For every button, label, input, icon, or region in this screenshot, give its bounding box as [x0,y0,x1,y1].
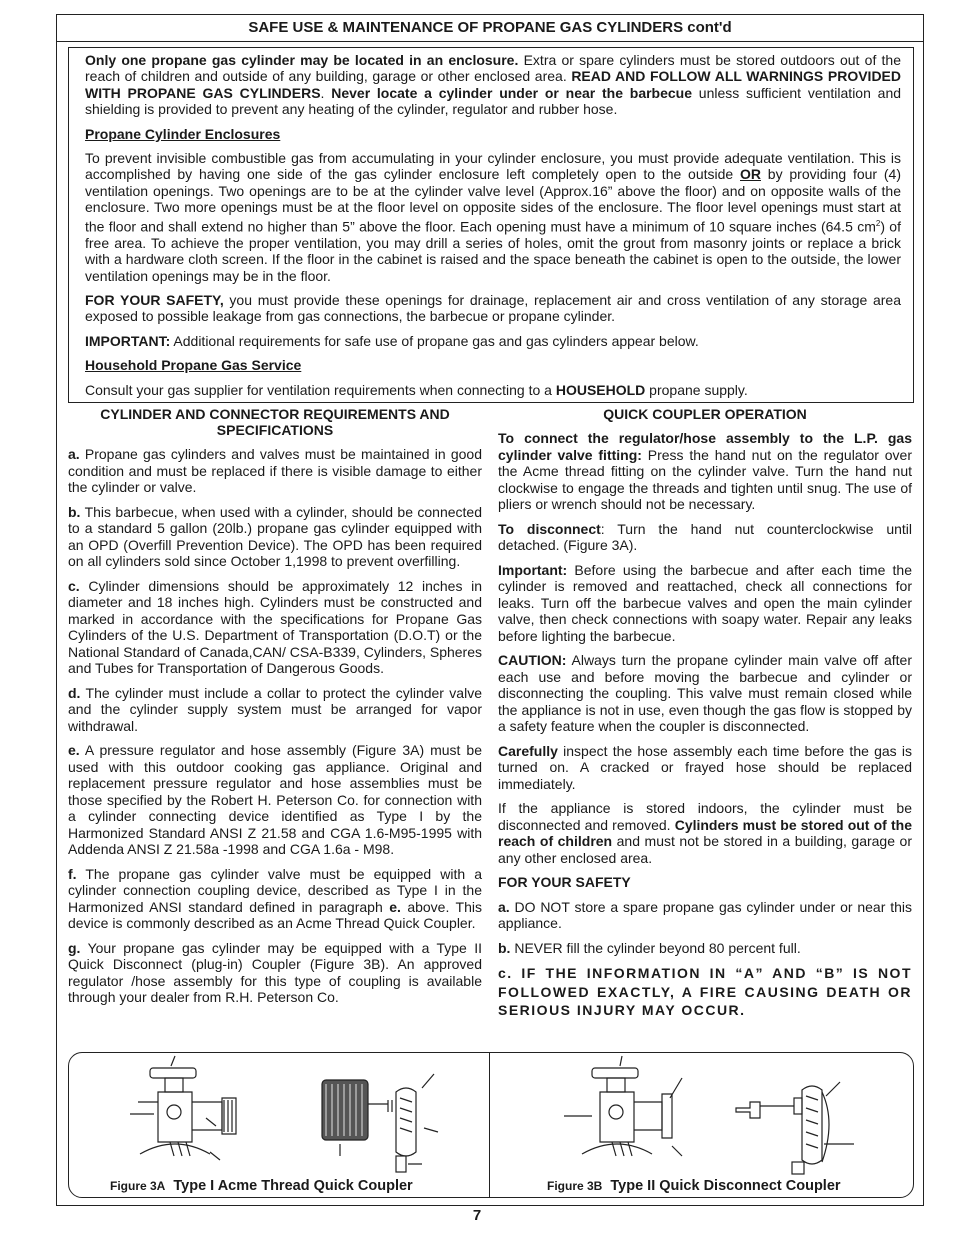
requirement-f: f. The propane gas cylinder valve must be equipped with a cylinder connection coupling device, described as Type I in the Harmonized ANSI standard defined in paragraph e. above. This device is commonly described as an Acme Thread Quick Coupler. [68,865,482,931]
page-title: SAFE USE & MAINTENANCE OF PROPANE GAS CYLINDERS cont'd [56,14,924,42]
coupler-heading: QUICK COUPLER OPERATION [603,406,807,422]
figure-3a-regulator-illustration [300,1068,450,1178]
figure-3b-regulator-illustration [730,1068,880,1178]
enclosure-warning-paragraph: Only one propane gas cylinder may be located in an enclosure. Extra or spare cylinders must be stored outdoors out of the reach of children and outside of any building, garage or other enclosed area. READ AND FOLLOW ALL WARNINGS PROVIDED WITH PROPANE GAS CYLINDERS. Never locate a cylinder under or near the barbecue unless sufficient ventilation and shielding is provided to prevent any heating of the cylinder, regulator and rubber hose. [85,52,902,118]
page-number: 7 [472,1207,482,1224]
figure-3b-title: Type II Quick Disconnect Coupler [610,1178,841,1194]
requirement-g: g. Your propane gas cylinder may be equipped with a Type II Quick Disconnect (plug-in) Coupler (Figure 3B). An approved regulator /hose assembly for this type of coupling is available through your dealer from R.H. Peterson Co. [68,939,482,1005]
important-paragraph: IMPORTANT: Additional requirements for safe use of propane gas and gas cylinders appear below. [85,332,699,349]
figure-3a-number: Figure 3A [110,1179,166,1193]
figure-3a-valve-illustration [120,1054,250,1174]
safety-c-warning: c. IF THE INFORMATION IN “A” AND “B” IS NOT FOLLOWED EXACTLY, A FIRE CAUSING DEATH OR SERIOUS INJURY MAY OCCUR. [498,965,912,1018]
requirement-c: c. Cylinder dimensions should be approximately 12 inches in diameter and 18 inches high. Cylinders must be constructed and marked in accordance with the specifications for Propane Gas Cylinders of the U.S. Department of Transportation (D.O.T) or the National Standard of Canada,CAN/ CSA-B339, Cylinders, Spheres and Tubes for Transportation of Dangerous Goods. [68,577,482,676]
indoor-storage-paragraph: If the appliance is stored indoors, the cylinder must be disconnected and removed. Cylinders must be stored out of the reach of children and must not be stored in a building, garage or any other enclosed area. [498,800,912,866]
requirement-b: b. This barbecue, when used with a cylinder, should be connected to a standard 5 gallon (20lb.) propane gas cylinder equipped with an OPD (Overfill Prevention Device). The OPD has been required on all cylinders sold since October 1,1998 to prevent overfilling. [68,503,482,569]
requirements-heading: CYLINDER AND CONNECTOR REQUIREMENTS AND SPECIFICATIONS [100,406,450,438]
inspect-hose-paragraph: Carefully inspect the hose assembly each time before the gas is turned on. A cracked or frayed hose should be replaced immediately. [498,742,912,792]
safety-paragraph: FOR YOUR SAFETY, you must provide these openings for drainage, replacement air and cross ventilation of any storage area exposed to possible leakage from gas connections, the barbecue or propane cylinder. [85,291,901,325]
figure-3b-valve-illustration [552,1054,692,1174]
requirement-a: a. Propane gas cylinders and valves must be maintained in good condition and must be replaced if there is visible damage to either the cylinder or valve. [68,446,482,495]
figures-divider [489,1052,490,1198]
enclosures-heading: Propane Cylinder Enclosures [85,125,281,142]
enclosure-notice-box [68,47,914,403]
for-your-safety-heading: FOR YOUR SAFETY [498,874,631,890]
safety-b: b. NEVER fill the cylinder beyond 80 percent full. [498,939,801,956]
caution-paragraph: CAUTION: Always turn the propane cylinder main valve off after each use and before moving the barbecue and cylinder or disconnecting the coupling. This valve must remain closed while the appliance is not in use, even though the gas flow is stopped by a safety feature when the coupler is disconnected. [498,652,912,734]
enclosures-paragraph: To prevent invisible combustible gas from accumulating in your cylinder enclosure, you must provide adequate ventilation. This is accomplished by having one side of the gas cylinder enclosure left completely open to the outside OR by providing four (4) ventilation openings. Two openings are to be at the cylinder valve level (Approx.16” above the floor) and on opposite walls of the enclosure. Two more openings must be at the floor level on opposite sides of the enclosure. The floor level openings must start at the floor and shall extend no higher than 5” above the floor. Each opening must have a minimum of 10 square inches (64.5 $cm^2$) of free area. To achieve the proper ventilation, you may drill a series of holes, omit the grout from masonry joints or replace a brick with a hardware cloth screen. If the floor in the cabinet is raised and the space beneath the cabinet is open to the outside, the lower ventilation openings may be in the floor. [85,150,901,284]
household-paragraph: Consult your gas supplier for ventilation requirements when connecting to a HOUSEHOLD propane supply. [85,381,748,398]
figure-3a-caption [110,1178,413,1194]
requirement-e: e. A pressure regulator and hose assembly (Figure 3A) must be used with this outdoor cooking gas appliance. Original and replacement pressure regulator and hose assemblies must be those specified by the Robert H. Peterson Co. for connection with a cylinder connecting device identified as Type I by the Harmonized Standard ANSI Z 21.58 and CGA 1.6-M95-1995 with Addenda ANSI Z 21.58a -1998 and CGA 1.6a - M98. [68,742,482,857]
requirement-d: d. The cylinder must include a collar to protect the cylinder valve and the cylinder supply system must be arranged for vapor withdrawal. [68,684,482,734]
coupler-operation-column [498,406,912,1028]
figure-3a-title: Type I Acme Thread Quick Coupler [173,1178,413,1194]
important-check-paragraph: Important: Before using the barbecue and after each time the cylinder is removed and reattached, check all connections for leaks. Turn off the barbecue valves and open the main cylinder valve, then check connections with soapy water. Repair any leaks before lighting the barbecue. [498,561,912,644]
connect-paragraph: To connect the regulator/hose assembly to the L.P. gas cylinder valve fitting: Press the hand nut on the regulator over the Acme thread fitting on the cylinder valve. Turn the hand nut clockwise to engage the threads and tighten until snug. The use of pliers or wrench should not be necessary. [498,430,912,512]
disconnect-paragraph: To disconnect: Turn the hand nut counterclockwise until detached. (Figure 3A). [498,520,913,553]
household-heading: Household Propane Gas Service [85,357,302,374]
figure-3b-number: Figure 3B [547,1179,603,1193]
requirements-column [68,406,482,1014]
safety-a: a. DO NOT store a spare propane gas cylinder under or near this appliance. [498,898,912,931]
figure-3b-caption [547,1178,841,1194]
